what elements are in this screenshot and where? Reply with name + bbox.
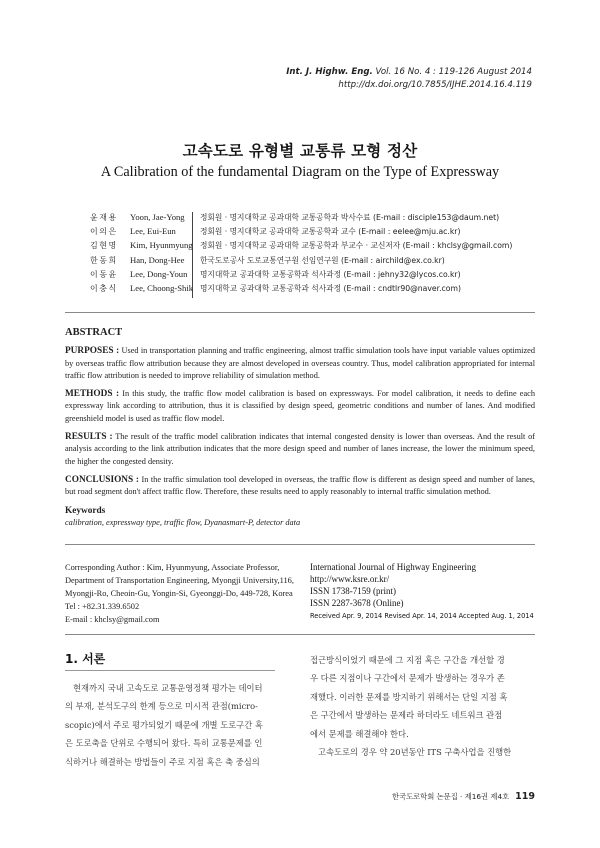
body-line: scopic)에서 주로 평가되었기 때문에 개별 도로구간 혹 <box>65 719 263 730</box>
body-top-rule <box>65 634 535 635</box>
page-footer <box>392 791 535 802</box>
volume-info: Vol. 16 No. 4 : 119-126 August 2014 <box>375 67 532 77</box>
body-line: 우 다른 지점이나 구간에서 문제가 발생하는 경우가 존 <box>310 673 505 684</box>
body-column-right <box>310 651 536 761</box>
abstract-bottom-rule <box>65 544 535 545</box>
abstract-label: METHODS : <box>65 389 120 400</box>
author-affiliation: 한국도로공사 도로교통연구원 선임연구원 (E-mail : airchild@ex.co.kr) <box>200 255 445 265</box>
paper-title-korean: 고속도로 유형별 교통류 모형 정산 <box>182 142 418 160</box>
abstract-label: RESULTS : <box>65 432 113 443</box>
page-number: 119 <box>515 791 535 802</box>
body-line: 재했다. 이러한 문제를 방지하기 위해서는 단일 지점 혹 <box>310 691 508 702</box>
author-affiliation: 명지대학교 공과대학 교통공학과 석사과정 (E-mail : cndtlr90@naver.com) <box>200 283 461 293</box>
abstract-top-rule <box>65 312 535 313</box>
abstract-conclusions <box>65 474 535 499</box>
body-line: 고속도로의 경우 약 20년동안 ITS 구축사업을 진행한 <box>318 747 512 758</box>
keywords-heading: Keywords <box>65 505 106 516</box>
abstract-purposes <box>65 345 535 382</box>
author-name-english: Lee, Eui-Eun <box>130 226 176 237</box>
body-line: 식하거나 해결하는 방법들이 주로 지점 혹은 축 중심의 <box>65 756 260 767</box>
author-name-korean: 이충식 <box>90 283 118 293</box>
body-line: 은 도로축을 단위로 수행되어 왔다. 특히 교통문제를 인 <box>65 738 263 749</box>
journal-abbreviation: Int. J. Highw. Eng. <box>286 67 373 77</box>
correspondence-line: Myongji-Ro, Cheoin-Gu, Yongin-Si, Gyeonggi-Do, 449-728, Korea <box>65 588 293 598</box>
abstract-heading: ABSTRACT <box>65 327 123 338</box>
abstract-methods <box>65 388 535 425</box>
doi-link[interactable]: http://dx.doi.org/10.7855/IJHE.2014.16.4.119 <box>338 80 532 90</box>
author-name-korean: 한동희 <box>90 255 118 265</box>
issn-online: ISSN 2287-3678 (Online) <box>310 598 404 608</box>
author-affiliation: 정회원 · 명지대학교 공과대학 교통공학과 박사수료 (E-mail : disciple153@daum.net) <box>200 213 500 222</box>
section-title: 1. 서론 <box>65 652 106 666</box>
correspondence-line: Corresponding Author : Kim, Hyunmyung, Associate Professor, <box>65 563 280 572</box>
body-line: 접근방식이었기 때문에 그 지점 혹은 구간을 개선할 경 <box>310 655 505 665</box>
footer-journal: 한국도로학회 논문집 · 제16권 제4호 <box>391 792 510 801</box>
section-rule <box>65 670 275 671</box>
submission-dates: Received Apr. 9, 2014 Revised Apr. 14, 2014 Accepted Aug. 1, 2014 <box>310 612 534 620</box>
correspondence-line: Department of Transportation Engineering, Myongji University,116, <box>65 575 294 585</box>
abstract-label: PURPOSES : <box>65 346 120 357</box>
author-affiliation: 명지대학교 공과대학 교통공학과 석사과정 (E-mail : jehny32@lycos.co.kr) <box>200 269 461 279</box>
author-name-english: Yoon, Jae-Yong <box>130 212 185 222</box>
body-line: 에서 문제를 해결해야 한다. <box>310 728 409 739</box>
abstract-results <box>65 431 535 468</box>
abstract-text: In this study, the traffic flow model calibration is based on expressways. For model calibration, it needs to define each expressway link according to attribution, thus it is classified by design speed, geometric conditions and number of lanes. And modified greenshield model is used as traffic flow model. <box>65 389 535 423</box>
journal-name: International Journal of Highway Engineering <box>310 562 476 572</box>
keywords-list: calibration, expressway type, traffic flow, Dyanasmart-P, detector data <box>65 517 301 527</box>
journal-url[interactable]: http://www.ksre.or.kr/ <box>310 574 390 584</box>
body-column-left <box>65 679 291 771</box>
paper-title-english: A Calibration of the fundamental Diagram on the Type of Expressway <box>100 164 500 180</box>
body-line: 은 구간에서 발생하는 문제라 하더라도 네트워크 관점 <box>310 710 503 721</box>
author-name-korean: 이의은 <box>90 227 118 237</box>
author-name-english: Lee, Dong-Youn <box>130 268 188 279</box>
journal-header <box>286 66 532 92</box>
abstract-text: The result of the traffic model calibration indicates that internal congested density is lower than overseas. And the result of analysis according to the link attribution indicates that the more design speed and number of lanes increase, the lower the minimum speed, the higher the congested density. <box>65 432 535 466</box>
abstract-label: CONCLUSIONS : <box>65 474 140 485</box>
issn-print: ISSN 1738-7159 (print) <box>310 586 396 596</box>
abstract-text: Used in transportation planning and traffic engineering, almost traffic simulation tools have input variable values optimized by overseas traffic flow attribution because they are almost developed in overseas country. Thus, model calibration appropriated for internal traffic flow attribution is needed to improve reliability of simulation method. <box>65 346 536 380</box>
author-name-english: Lee, Choong-Shik <box>130 282 194 293</box>
author-affiliation: 정회원 · 명지대학교 공과대학 교통공학과 부교수 · 교신저자 (E-mail : khclsy@gmail.com) <box>200 241 513 251</box>
journal-info <box>310 561 540 622</box>
abstract-text: In the traffic simulation tool developed in overseas, the traffic flow is different as design speed and number of lanes, but road segment don't affect traffic flow. Therefore, these results need to apply reasonably to internal traffic simulation method. <box>65 474 535 497</box>
author-name-korean: 윤재용 <box>90 213 118 222</box>
correspondence-line: E-mail : khclsy@gmail.com <box>65 614 160 624</box>
author-name-english: Kim, Hyunmyung <box>130 240 193 251</box>
author-name-english: Han, Dong-Hee <box>130 254 185 265</box>
body-line: 의 부재, 분석도구의 한계 등으로 미시적 관점(micro- <box>65 701 258 712</box>
author-affiliation: 정회원 · 명지대학교 공과대학 교통공학과 교수 (E-mail : eelee@mju.ac.kr) <box>200 227 461 237</box>
author-name-korean: 김현명 <box>90 241 118 251</box>
corresponding-author <box>65 562 301 627</box>
abstract <box>65 327 535 529</box>
correspondence-line: Tel : +82.31.339.6502 <box>65 601 140 611</box>
author-name-korean: 이동윤 <box>90 269 118 279</box>
body-line: 현재까지 국내 고속도로 교통운영정책 평가는 데이터 <box>73 683 263 693</box>
